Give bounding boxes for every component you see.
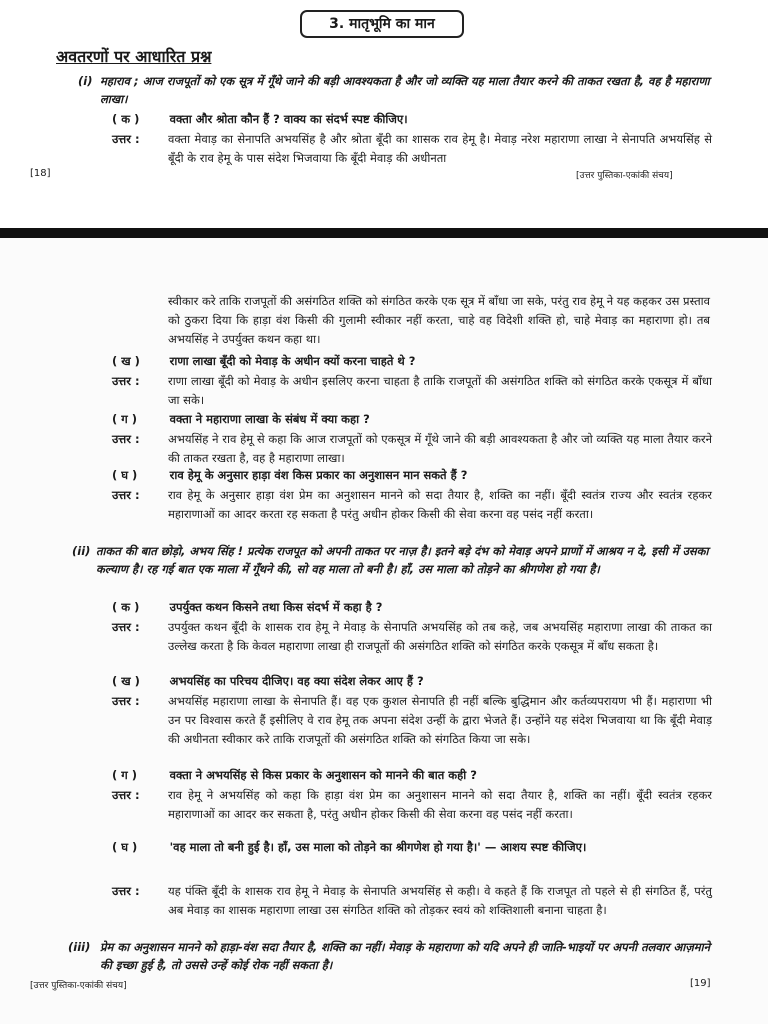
question-label: ( ख ) (112, 674, 140, 688)
question-text: राव हेमू के अनुसार हाड़ा वंश किस प्रकार का अनुशासन मान सकते हैं ? (169, 468, 468, 482)
answer-label: उत्तर : (112, 488, 140, 502)
answer-label: उत्तर : (112, 432, 140, 446)
answer-label: उत्तर : (112, 620, 140, 634)
answer-text: स्वीकार करे ताकि राजपूतों की असंगठित शक्ति को संगठित करके एक सूत्र में बाँधा जा सके, परंतु राव हेमू ने यह कहकर उस प्रस्ताव को ठुकरा दिया कि हाड़ा वंश किसी की गुलामी स्वीकार नहीं करता, चाहे वह विदेशी शक्ति हो, चाहे मेवाड़ का महाराणा हो। तब अभयसिंह ने उपर्युक्त कथन कहा था। (168, 294, 710, 346)
answer-text: उपर्युक्त कथन बूँदी के शासक राव हेमू ने मेवाड़ के सेनापति अभयसिंह को तब कहे, जब अभयसिंह महाराणा लाखा की ताकत का उल्लेख करता है कि केवल महाराणा लाखा ही राजपूतों की असंगठित शक्ति को संगठित करके एकसूत्र में बाँध सकता है। (168, 620, 712, 653)
question-label: ( ग ) (112, 412, 137, 426)
answer-text: राव हेमू ने अभयसिंह को कहा कि हाड़ा वंश प्रेम का अनुशासन मानने को सदा तैयार है, शक्ति का नहीं। बूँदी स्वतंत्र रहकर महाराणाओं का आदर कर सकता है, परंतु अधीन होकर किसी की सेवा करना वह पसंद नहीं करता। (168, 788, 712, 821)
page-number: [18] (30, 168, 51, 179)
answer-text: राव हेमू के अनुसार हाड़ा वंश प्रेम का अनुशासन मानने को सदा तैयार है, शक्ति का नहीं। बूँदी स्वतंत्र राज्य और स्वतंत्र रहकर महाराणाओं का आदर करता रह सकता है परंतु अधीन होकर किसी की सेवा करना वह पसंद नहीं करता। (168, 488, 712, 521)
passage-iii-number: (iii) (68, 940, 91, 954)
question-label: ( ख ) (112, 354, 140, 368)
answer-label: उत्तर : (112, 884, 140, 898)
question-label: ( घ ) (112, 468, 138, 482)
question-label: ( क ) (112, 600, 140, 614)
question-label: ( ग ) (112, 768, 137, 782)
answer-text: वक्ता मेवाड़ का सेनापति अभयसिंह है और श्रोता बूँदी का शासक राव हेमू है। मेवाड़ नरेश महाराणा लाखा ने सेनापति अभयसिंह से बूँदी के राव हेमू के पास संदेश भिजवाया कि बूँदी मेवाड़ की अधीनता (168, 132, 712, 165)
question-text: अभयसिंह का परिचय दीजिए। वह क्या संदेश लेकर आए हैं ? (169, 674, 424, 688)
answer-label: उत्तर : (112, 788, 140, 802)
page-divider-band (0, 228, 768, 238)
chapter-title: 3. मातृभूमि का मान (300, 10, 464, 38)
page-19 (0, 238, 768, 1024)
question-2-ka (112, 598, 712, 617)
section-heading: अवतरणों पर आधारित प्रश्न (56, 47, 212, 66)
question-label: ( घ ) (112, 840, 138, 854)
answer-ga (112, 430, 712, 470)
passage-i-text: महाराव ; आज राजपूतों को एक सूत्र में गूँथे जाने की बड़ी आवश्यकता है और जो व्यक्ति यह माला तैयार करने की ताकत रखता है, वह है महाराणा लाखा। (100, 74, 710, 106)
answer-text: अभयसिंह महाराणा लाखा के सेनापति हैं। वह एक कुशल सेनापति ही नहीं बल्कि बुद्धिमान और कर्तव्यपरायण भी हैं। महाराणा भी उन पर विश्वास करते हैं इसीलिए वे राव हेमू तक अपना संदेश उन्हीं के द्वारा भेजते हैं। उन्होंने यह संदेश भिजवाया था कि बूँदी मेवाड़ की अधीनता स्वीकार करे ताकि राजपूतों की असंगठित शक्ति को संगठित किया जा सके। (168, 694, 712, 746)
question-ga (112, 410, 712, 429)
answer-label: उत्तर : (112, 132, 140, 146)
footer-label: [उत्तर पुस्तिका-एकांकी संचय] (30, 981, 127, 991)
answer-kha (112, 372, 712, 412)
answer-2-kha (112, 692, 712, 768)
question-label: ( क ) (112, 112, 140, 126)
page-number: [19] (690, 978, 711, 989)
question-kha (112, 352, 712, 371)
answer-gha (112, 486, 712, 544)
answer-2-gha (112, 882, 712, 940)
question-text: वक्ता ने अभयसिंह से किस प्रकार के अनुशासन को मानने की बात कही ? (169, 768, 477, 782)
answer-2-ka (112, 618, 712, 676)
passage-ii-text: ताकत की बात छोड़ो, अभय सिंह ! प्रत्येक राजपूत को अपनी ताकत पर नाज़ है। इतने बड़े दंभ को मेवाड़ अपने प्राणों में आश्रय न दे, इसी में उसका कल्याण है। रह गई बात एक माला में गूँथने की, सो वह माला तो बनी है। हाँ, उस माला को तोड़ने का श्रीगणेश हो गया है। (96, 544, 709, 576)
question-text: वक्ता ने महाराणा लाखा के संबंध में क्या कहा ? (169, 412, 370, 426)
passage-iii-text: प्रेम का अनुशासन मानने को हाड़ा-वंश सदा तैयार है, शक्ति का नहीं। मेवाड़ के महाराणा को यदि अपने ही जाति-भाइयों पर अपनी तलवार आज़माने की इच्छा हुई है, तो उससे उन्हें कोई रोक नहीं सकता है। (100, 940, 711, 972)
question-2-gha (112, 838, 712, 857)
answer-label: उत्तर : (112, 374, 140, 388)
question-text: वक्ता और श्रोता कौन हैं ? वाक्य का संदर्भ स्पष्ट कीजिए। (169, 112, 408, 126)
answer-ka-part1 (112, 130, 712, 170)
answer-ka-part2 (168, 292, 710, 349)
passage-i-number: (i) (78, 74, 93, 88)
question-gha (112, 466, 712, 485)
answer-text: यह पंक्ति बूँदी के शासक राव हेमू ने मेवाड़ के सेनापति अभयसिंह से कही। वे कहते हैं कि राजपूत तो पहले से ही संगठित हैं, परंतु अब मेवाड़ का शासक महाराणा लाखा उस संगठित शक्ति को तोड़कर स्वयं को शक्तिशाली बनाना चाहता है। (168, 884, 712, 917)
answer-label: उत्तर : (112, 694, 140, 708)
question-text: 'वह माला तो बनी हुई है। हाँ, उस माला को तोड़ने का श्रीगणेश हो गया है।' — आशय स्पष्ट कीजिए। (169, 840, 587, 854)
question-2-ga (112, 766, 712, 785)
question-text: उपर्युक्त कथन किसने तथा किस संदर्भ में कहा है ? (169, 600, 383, 614)
page-18-fragment (0, 0, 768, 228)
question-text: राणा लाखा बूँदी को मेवाड़ के अधीन क्यों करना चाहते थे ? (169, 354, 416, 368)
answer-text: राणा लाखा बूँदी को मेवाड़ के अधीन इसलिए करना चाहता है ताकि राजपूतों की असंगठित शक्ति को संगठित करके एकसूत्र में बाँधा जा सके। (168, 374, 712, 407)
answer-text: अभयसिंह ने राव हेमू से कहा कि आज राजपूतों को एकसूत्र में गूँथे जाने की बड़ी आवश्यकता है और जो व्यक्ति यह माला तैयार करने की ताकत रखता है, वह है महाराणा लाखा। (168, 432, 712, 465)
answer-2-ga (112, 786, 712, 844)
footer-label: [उत्तर पुस्तिका-एकांकी संचय] (576, 171, 673, 181)
question-2-kha (112, 672, 712, 691)
passage-ii-number: (ii) (72, 544, 91, 558)
question-ka (112, 110, 712, 129)
